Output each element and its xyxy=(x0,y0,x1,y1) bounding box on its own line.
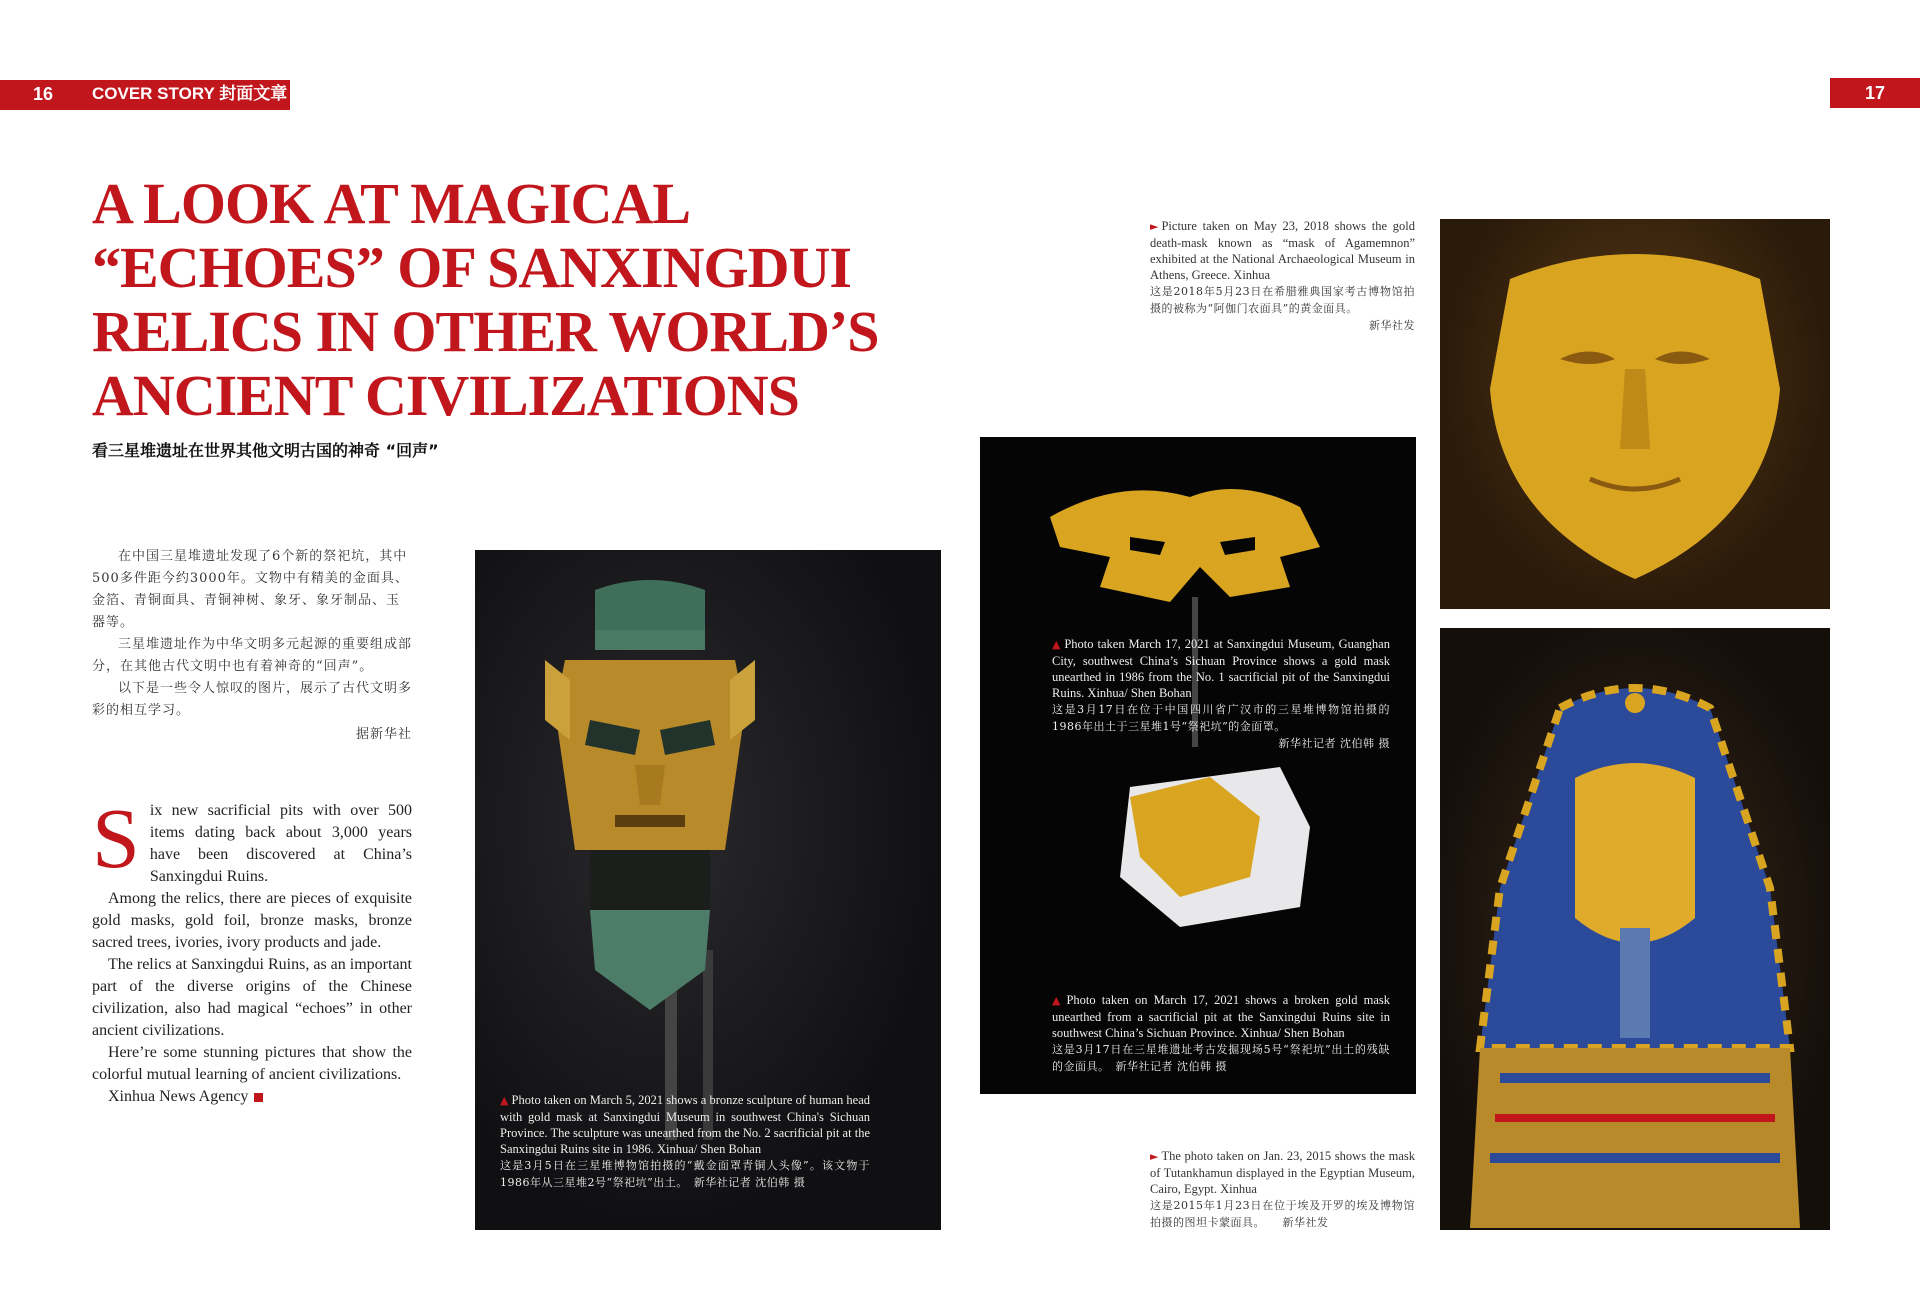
body-paragraph xyxy=(92,790,412,888)
arrow-right-icon: ► xyxy=(1150,1150,1159,1163)
caption-en-text: Photo taken on March 5, 2021 shows a bronze sculpture of human head with gold mask at Sanxingdui Museum in southwest China's Sichuan Province. The sculpture was unearthed from the No. 2 sacrificial pit at the Sanxingdui Ruins site in 1986. Xinhua/ Shen Bohan xyxy=(500,1093,870,1156)
intro-source: 据新华社 xyxy=(355,727,412,742)
caption-en xyxy=(1052,636,1390,701)
caption-tutankhamun xyxy=(1150,1148,1415,1231)
caption-credit: 新华社发 xyxy=(1282,1216,1329,1229)
caption-cn xyxy=(1052,1041,1390,1075)
title-line: “ECHOES” OF SANXINGDUI xyxy=(92,235,851,300)
arrow-up-icon: ▲ xyxy=(500,1094,509,1107)
title-line: RELICS IN OTHER WORLD’S xyxy=(92,299,879,364)
article-body-english xyxy=(92,790,412,1108)
article-title xyxy=(92,172,912,428)
caption-en-text: Photo taken on March 17, 2021 shows a broken gold mask unearthed from a sacrificial pit at the Sanxingdui Ruins site in southwest China’s Sichuan Province. Xinhua/ Shen Bohan xyxy=(1052,993,1390,1040)
caption-credit: 新华社发 xyxy=(1369,319,1415,332)
intro-paragraph: 三星堆遗址作为中华文明多元起源的重要组成部分，在其他古代文明中也有着神奇的“回声”。 xyxy=(92,637,413,674)
caption-bronze-head xyxy=(500,1092,870,1191)
caption-cn-text: 这是3月17日在三星堆遗址考古发掘现场5号“祭祀坑”出土的残缺的金面具。 xyxy=(1052,1043,1390,1073)
caption-en xyxy=(1052,992,1390,1041)
page-number-left: 16 xyxy=(32,84,54,104)
title-line: ANCIENT CIVILIZATIONS xyxy=(92,363,799,428)
intro-chinese xyxy=(92,546,412,746)
byline-text: Xinhua News Agency xyxy=(108,1088,249,1105)
caption-cn xyxy=(1150,1197,1415,1231)
caption-cn: 这是3月17日在位于中国四川省广汉市的三星堆博物馆拍摄的1986年出土于三星堆1号“祭祀坑”的金面罩。 xyxy=(1052,703,1390,733)
end-mark-icon xyxy=(254,1093,263,1102)
caption-cn-text: 这是2015年1月23日在位于埃及开罗的埃及博物馆拍摄的图坦卡蒙面具。 xyxy=(1150,1199,1415,1229)
caption-en xyxy=(500,1092,870,1157)
intro-paragraph: 在中国三星堆遗址发现了6个新的祭祀坑，其中500多件距今约3000年。文物中有精美的金面具、金箔、青铜面具、青铜神树、象牙、象牙制品、玉器等。 xyxy=(92,549,409,630)
caption-en-text: Photo taken March 17, 2021 at Sanxingdui Museum, Guanghan City, southwest China’s Sichuan Province shows a gold mask unearthed in 1986 from the No. 1 sacrificial pit of the Sanxingdui Ruins. Xinhua/ Shen Bohan xyxy=(1052,637,1390,700)
byline xyxy=(92,1086,412,1108)
arrow-right-icon: ► xyxy=(1150,220,1159,233)
drop-cap: S xyxy=(92,790,140,886)
caption-en xyxy=(1150,1148,1415,1197)
caption-broken-mask xyxy=(1052,992,1390,1075)
header-rule xyxy=(0,108,290,110)
photo-tutankhamun-mask xyxy=(1440,628,1830,1230)
body-paragraph: Among the relics, there are pieces of exquisite gold masks, gold foil, bronze masks, bronze sacred trees, ivories, ivory products and jade. xyxy=(92,890,412,951)
caption-credit: 新华社记者 沈伯韩 摄 xyxy=(693,1176,806,1189)
tutankhamun-mask-illustration xyxy=(1440,628,1830,1230)
caption-en xyxy=(1150,218,1415,283)
intro-paragraph: 以下是一些令人惊叹的图片，展示了古代文明多彩的相互学习。 xyxy=(92,681,413,718)
caption-credit: 新华社记者 沈伯韩 摄 xyxy=(1278,737,1390,750)
caption-cn xyxy=(500,1157,870,1191)
caption-agamemnon xyxy=(1150,218,1415,334)
arrow-up-icon: ▲ xyxy=(1052,994,1064,1007)
caption-cn: 这是2018年5月23日在希腊雅典国家考古博物馆拍摄的被称为“阿伽门农面具”的黄金面具。 xyxy=(1150,285,1415,315)
agamemnon-mask-illustration xyxy=(1440,219,1830,609)
arrow-up-icon: ▲ xyxy=(1052,638,1062,651)
body-paragraph-text: ix new sacrificial pits with over 500 items dating back about 3,000 years have been discovered at China’s Sanxingdui Ruins. xyxy=(149,802,412,885)
body-paragraph: Here’re some stunning pictures that show the colorful mutual learning of ancient civilizations. xyxy=(92,1044,412,1083)
section-label: COVER STORY 封面文章 xyxy=(86,80,287,108)
page-header-left xyxy=(0,80,290,110)
body-paragraph: The relics at Sanxingdui Ruins, as an important part of the diverse origins of the Chinese civilization, also had magical “echoes” in other ancient civilizations. xyxy=(92,956,412,1039)
page-number-right: 17 xyxy=(1830,78,1920,108)
caption-en-text: Picture taken on May 23, 2018 shows the gold death-mask known as “mask of Agamemnon” exhibited at the National Archaeological Museum in Athens, Greece. Xinhua xyxy=(1150,219,1415,282)
title-line: A LOOK AT MAGICAL xyxy=(92,171,691,236)
caption-credit: 新华社记者 沈伯韩 摄 xyxy=(1115,1060,1227,1073)
photo-agamemnon-mask xyxy=(1440,219,1830,609)
caption-cn-text: 这是3月5日在三星堆博物馆拍摄的“戴金面罩青铜人头像”。该文物于1986年从三星堆2号“祭祀坑”出土。 xyxy=(500,1159,870,1189)
caption-gold-mask-1986 xyxy=(1052,636,1390,752)
caption-en-text: The photo taken on Jan. 23, 2015 shows the mask of Tutankhamun displayed in the Egyptian Museum, Cairo, Egypt. Xinhua xyxy=(1150,1149,1415,1196)
article-subtitle-cn: 看三星堆遗址在世界其他文明古国的神奇 “回声” xyxy=(92,441,439,460)
